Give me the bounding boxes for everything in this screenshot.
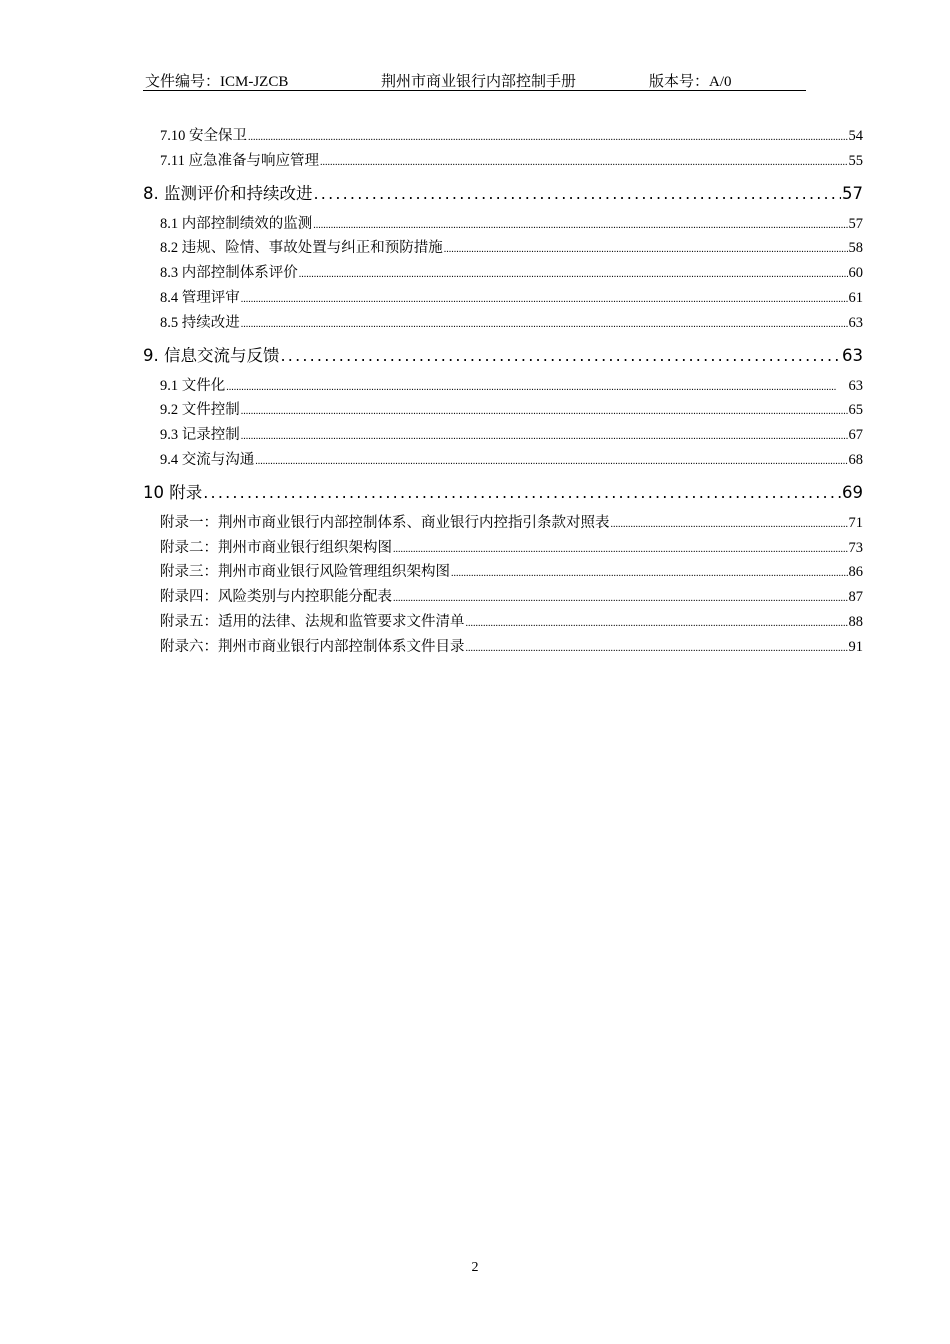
toc-entry-page: 58	[848, 240, 863, 257]
toc-chapter-entry[interactable]	[143, 338, 863, 374]
toc-entry-label: 附录二：荆州市商业银行组织架构图	[160, 539, 392, 556]
toc-entry-page: 65	[848, 402, 863, 419]
toc-entry-page: 86	[848, 564, 863, 581]
version-number: 版本号：A/0	[649, 74, 732, 90]
toc-section-entry[interactable]	[143, 560, 863, 585]
toc-section-entry[interactable]	[143, 448, 863, 473]
toc-section-entry[interactable]	[143, 374, 863, 399]
toc-section-entry[interactable]	[143, 124, 863, 149]
toc-section-entry[interactable]	[143, 236, 863, 261]
toc-entry-page: 91	[848, 638, 863, 655]
toc-entry-page: 73	[848, 539, 863, 556]
toc-dot-leader	[241, 425, 848, 450]
toc-entry-page: 63	[848, 314, 863, 331]
toc-dot-leader	[281, 338, 842, 374]
toc-entry-label: 9.2 文件控制	[160, 402, 240, 419]
table-of-contents	[143, 124, 863, 660]
manual-title: 荆州市商业银行内部控制手册	[381, 74, 577, 90]
toc-entry-label: 附录三：荆州市商业银行风险管理组织架构图	[160, 564, 450, 581]
page-number: 2	[471, 1260, 479, 1275]
toc-dot-leader	[314, 176, 842, 212]
toc-entry-page: 55	[848, 152, 863, 169]
toc-entry-page: 63	[842, 345, 863, 365]
toc-entry-label: 附录一：荆州市商业银行内部控制体系、商业银行内控指引条款对照表	[160, 514, 610, 531]
toc-entry-label: 9.4 交流与沟通	[160, 451, 255, 468]
toc-dot-leader	[241, 400, 848, 425]
toc-dot-leader	[313, 214, 847, 239]
toc-entry-label: 9.1 文件化	[160, 377, 226, 394]
toc-section-entry[interactable]	[143, 261, 863, 286]
toc-section-entry[interactable]	[143, 311, 863, 336]
toc-dot-leader	[241, 288, 848, 313]
toc-section-entry[interactable]	[143, 536, 863, 561]
toc-section-entry[interactable]	[143, 635, 863, 660]
toc-dot-leader	[466, 612, 848, 637]
document-number: 文件编号：ICM-JZCB	[145, 74, 289, 90]
toc-entry-label: 8. 监测评价和持续改进	[143, 183, 313, 203]
toc-dot-leader	[393, 587, 848, 612]
toc-section-entry[interactable]	[143, 286, 863, 311]
toc-entry-page: 87	[848, 589, 863, 606]
toc-entry-page: 71	[848, 514, 863, 531]
toc-entry-page: 68	[848, 451, 863, 468]
toc-dot-leader	[451, 562, 848, 587]
toc-entry-page: 69	[842, 482, 863, 502]
toc-entry-label: 附录四：风险类别与内控职能分配表	[160, 589, 392, 606]
toc-entry-page: 61	[848, 289, 863, 306]
toc-entry-page: 67	[848, 427, 863, 444]
toc-section-entry[interactable]	[143, 511, 863, 536]
toc-entry-label: 8.2 违规、险情、事故处置与纠正和预防措施	[160, 240, 443, 257]
toc-entry-page: 63	[848, 377, 863, 394]
toc-section-entry[interactable]	[143, 398, 863, 423]
toc-entry-label: 8.1 内部控制绩效的监测	[160, 215, 313, 232]
toc-entry-page: 88	[848, 613, 863, 630]
toc-entry-label: 7.10 安全保卫	[160, 128, 247, 144]
toc-entry-label: 8.4 管理评审	[160, 289, 240, 306]
toc-entry-page: 60	[848, 265, 863, 282]
toc-entry-label: 9.3 记录控制	[160, 427, 240, 444]
toc-dot-leader	[393, 538, 848, 563]
toc-entry-label: 8.3 内部控制体系评价	[160, 265, 298, 282]
toc-section-entry[interactable]	[143, 212, 863, 237]
toc-chapter-entry[interactable]	[143, 475, 863, 511]
toc-section-entry[interactable]	[143, 423, 863, 448]
toc-dot-leader	[444, 238, 848, 263]
toc-section-entry[interactable]	[143, 149, 863, 174]
toc-dot-leader	[466, 637, 848, 662]
toc-dot-leader	[255, 450, 847, 475]
toc-dot-leader	[241, 313, 848, 338]
toc-entry-label: 8.5 持续改进	[160, 314, 240, 331]
toc-entry-label: 附录六：荆州市商业银行内部控制体系文件目录	[160, 638, 465, 655]
toc-dot-leader	[203, 475, 841, 511]
toc-entry-label: 7.11 应急准备与响应管理	[160, 152, 319, 169]
toc-chapter-entry[interactable]	[143, 176, 863, 212]
toc-section-entry[interactable]	[143, 610, 863, 635]
toc-dot-leader	[611, 513, 848, 538]
toc-dot-leader	[320, 151, 848, 176]
toc-dot-leader	[299, 263, 848, 288]
toc-entry-page: 57	[842, 183, 863, 203]
page-header	[143, 68, 806, 91]
toc-entry-page: 57	[848, 215, 863, 232]
toc-entry-label: 10 附录	[143, 482, 203, 502]
toc-dot-leader	[226, 376, 847, 401]
toc-entry-label: 附录五：适用的法律、法规和监管要求文件清单	[160, 613, 465, 630]
toc-dot-leader	[248, 126, 848, 151]
toc-entry-label: 9. 信息交流与反馈	[143, 345, 280, 365]
toc-entry-page: 54	[848, 128, 863, 144]
toc-section-entry[interactable]	[143, 585, 863, 610]
